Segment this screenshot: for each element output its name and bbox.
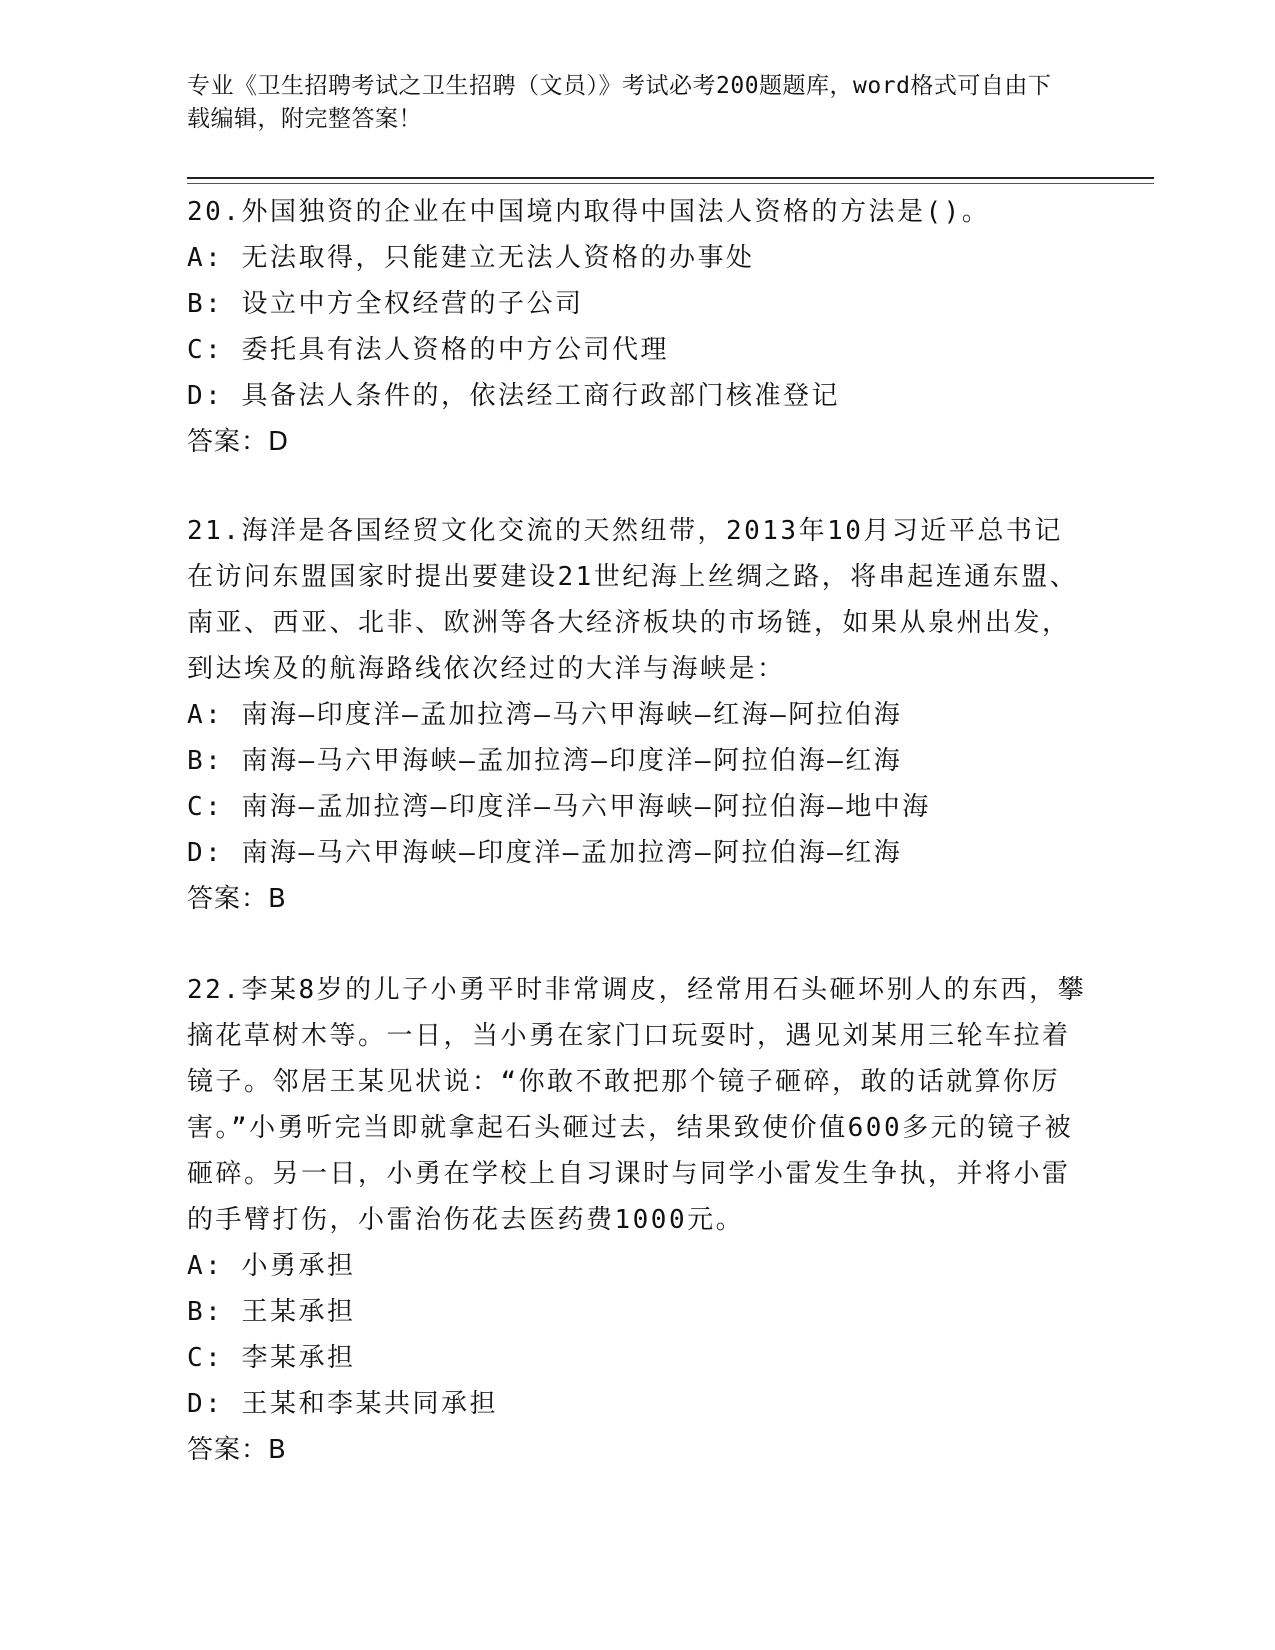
answer-line: 答案：B bbox=[187, 1435, 287, 1465]
option-a: A: 小勇承担 bbox=[187, 1251, 356, 1281]
option-d: D: 南海—马六甲海峡—印度洋—孟加拉湾—阿拉伯海—红海 bbox=[187, 838, 903, 868]
option-d: D: 具备法人条件的，依法经工商行政部门核准登记 bbox=[187, 381, 840, 411]
option-a: A: 无法取得，只能建立无法人资格的办事处 bbox=[187, 243, 755, 273]
answer-line: 答案：B bbox=[187, 884, 287, 914]
option-d: D: 王某和李某共同承担 bbox=[187, 1389, 498, 1419]
option-b: B: 设立中方全权经营的子公司 bbox=[187, 289, 584, 319]
option-a: A: 南海—印度洋—孟加拉湾—马六甲海峡—红海—阿拉伯海 bbox=[187, 700, 903, 730]
answer-line: 答案：D bbox=[187, 427, 290, 457]
option-c: C: 南海—孟加拉湾—印度洋—马六甲海峡—阿拉伯海—地中海 bbox=[187, 792, 931, 822]
option-c: C: 李某承担 bbox=[187, 1343, 356, 1373]
option-b: B: 王某承担 bbox=[187, 1297, 356, 1327]
document-header: 专业《卫生招聘考试之卫生招聘（文员）》考试必考200题题库，word格式可自由下载编辑，附完整答案！ bbox=[187, 73, 1052, 132]
option-c: C: 委托具有法人资格的中方公司代理 bbox=[187, 335, 669, 365]
question-stem: 20.外国独资的企业在中国境内取得中国法人资格的方法是()。 bbox=[187, 197, 991, 227]
header-divider-thick bbox=[187, 177, 1154, 179]
question-21 bbox=[187, 508, 1087, 922]
question-stem: 22.李某8岁的儿子小勇平时非常调皮，经常用石头砸坏别人的东西，攀摘花草树木等。一日，当小勇在家门口玩耍时，遇见刘某用三轮车拉着镜子。邻居王某见状说：“你敢不敢把那个镜子砸碎，敢的话就算你厉害。”小勇听完当即就拿起石头砸过去，结果致使价值600多元的镜子被砸碎。另一日，小勇在学校上自习课时与同学小雷发生争执，并将小雷的手臂打伤，小雷治伤花去医药费1000元。 bbox=[187, 975, 1087, 1235]
header-divider-thin bbox=[187, 183, 1154, 184]
question-22 bbox=[187, 967, 1087, 1473]
question-20 bbox=[187, 189, 1087, 465]
option-b: B: 南海—马六甲海峡—孟加拉湾—印度洋—阿拉伯海—红海 bbox=[187, 746, 903, 776]
question-stem: 21.海洋是各国经贸文化交流的天然纽带，2013年10月习近平总书记在访问东盟国家时提出要建设21世纪海上丝绸之路，将串起连通东盟、南亚、西亚、北非、欧洲等各大经济板块的市场链，如果从泉州出发，到达埃及的航海路线依次经过的大洋与海峡是： bbox=[187, 516, 1079, 684]
